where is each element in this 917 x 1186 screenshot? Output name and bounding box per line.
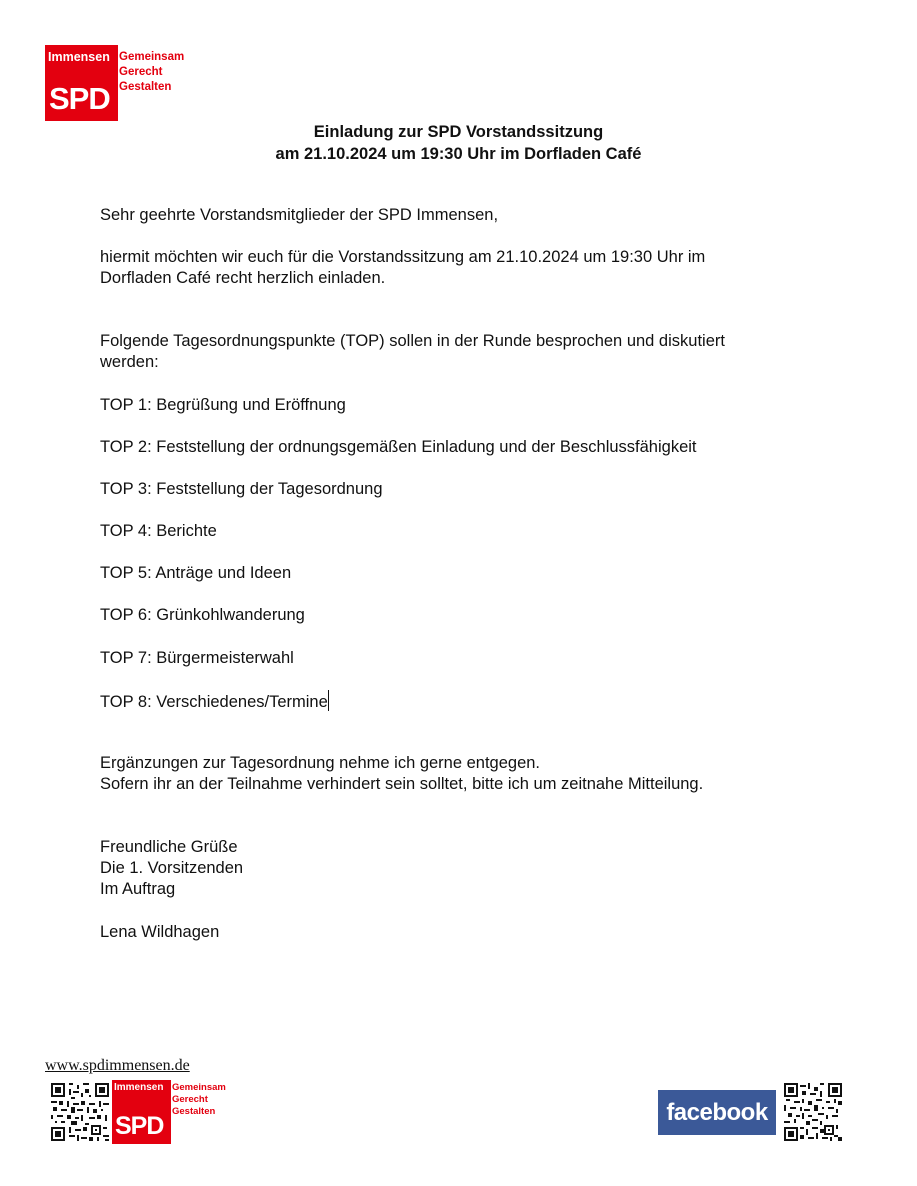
on-behalf: Im Auftrag [100,880,176,898]
agenda-item-5: TOP 5: Anträge und Ideen [100,564,292,582]
logo-bottom-slogan [172,1082,226,1118]
regards: Freundliche Grüße [100,838,238,856]
agenda-item-4: TOP 4: Berichte [100,522,217,540]
agenda-item-3: TOP 3: Feststellung der Tagesordnung [100,480,383,498]
heading-line-2: am 21.10.2024 um 19:30 Uhr im Dorfladen Café [275,145,642,163]
signer-role: Die 1. Vorsitzenden [100,859,244,877]
logo-bottom-party: SPD [115,1112,164,1140]
website-link[interactable]: www.spdimmensen.de [45,1057,190,1074]
intro-line-2: Dorfladen Café recht herzlich einladen. [100,269,386,287]
spd-logo-top [45,45,195,121]
closing-line-1: Ergänzungen zur Tagesordnung nehme ich gerne entgegen. [100,754,541,772]
logo-bottom-red-box [112,1080,171,1144]
text-cursor [328,690,329,711]
logo-place: Immensen [48,50,110,64]
logo-slogan [119,50,184,95]
salutation: Sehr geehrte Vorstandsmitglieder der SPD Immensen, [100,206,499,224]
spd-logo-bottom [112,1080,237,1144]
document-heading [0,121,917,165]
slogan-line-1: Gemeinsam [119,51,185,63]
closing-line-2: Sofern ihr an der Teilnahme verhindert sein solltet, bitte ich um zeitnahe Mitteilung. [100,775,704,793]
agenda-item-6: TOP 6: Grünkohlwanderung [100,606,305,624]
intro-line-1: hiermit möchten wir euch für die Vorstandssitzung am 21.10.2024 um 19:30 Uhr im [100,248,706,266]
agenda-item-8-text: TOP 8: Verschiedenes/Termine [100,693,328,711]
slogan-line-2: Gerecht [119,66,163,78]
slogan-bottom-line-1: Gemeinsam [172,1082,226,1093]
agenda-item-7: TOP 7: Bürgermeisterwahl [100,649,294,667]
agenda-item-8[interactable] [100,690,329,713]
agenda-intro-line-2: werden: [100,353,159,371]
signer-name: Lena Wildhagen [100,923,220,941]
slogan-bottom-line-3: Gestalten [172,1106,216,1117]
logo-bottom-place: Immensen [114,1082,164,1093]
agenda-intro-line-1: Folgende Tagesordnungspunkte (TOP) sollen in der Runde besprochen und diskutiert [100,332,725,350]
qr-code-icon [784,1083,842,1141]
facebook-logo-icon[interactable]: facebook [658,1090,776,1135]
agenda-item-1: TOP 1: Begrüßung und Eröffnung [100,396,346,414]
logo-party: SPD [49,81,110,116]
logo-red-box [45,45,118,121]
slogan-line-3: Gestalten [119,81,172,93]
slogan-bottom-line-2: Gerecht [172,1094,208,1105]
heading-line-1: Einladung zur SPD Vorstandssitzung [313,123,604,141]
agenda-item-2: TOP 2: Feststellung der ordnungsgemäßen Einladung und der Beschlussfähigkeit [100,438,697,456]
qr-code-icon [51,1083,109,1141]
